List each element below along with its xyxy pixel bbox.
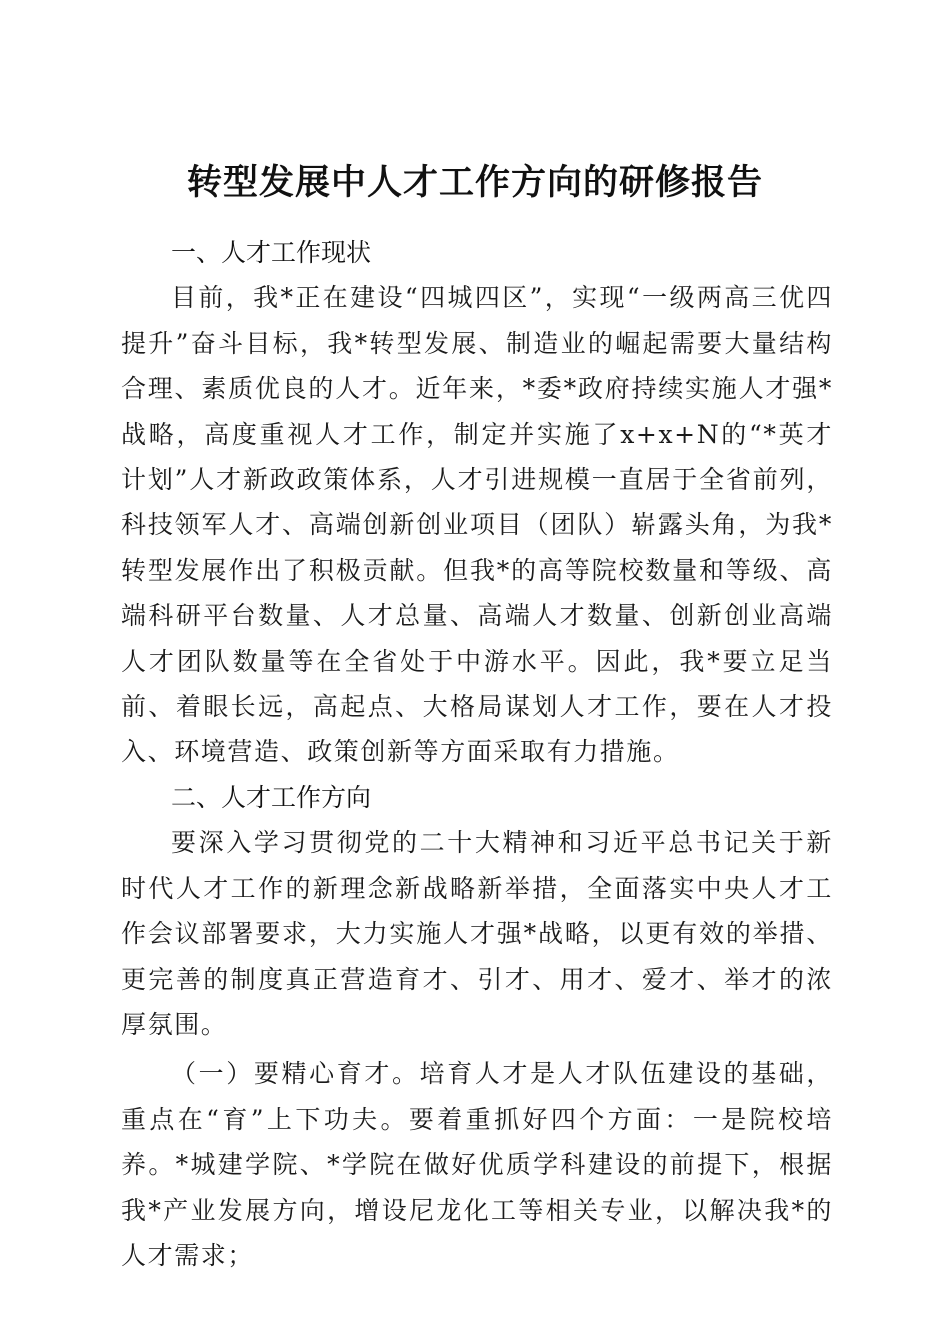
subsection-lead: （一）要精心育才。	[171, 1059, 420, 1089]
section-heading-direction: 二、人才工作方向	[171, 782, 372, 812]
subsection-text: 培育人才是人才队伍建设的基础，重点在“育”上下功夫。要着重抓好四个方面：一是院校培养。*城建学院、*学院在做好优质学科建设的前提下，根据我*产业发展方向，增设尼龙化工等相关专业，以解决我*的人才需求；	[121, 1059, 833, 1270]
section-heading-status: 一、人才工作现状	[171, 238, 372, 267]
section-paragraph: 要深入学习贯彻党的二十大精神和习近平总书记关于新时代人才工作的新理念新战略新举措，全面落实中央人才工作会议部署要求，大力实施人才强*战略，以更有效的举措、更完善的制度真正营造育才、引才、用才、爱才、举才的浓厚氛围。	[121, 828, 833, 1039]
document-body	[121, 230, 833, 1278]
section-paragraph: 目前，我*正在建设“四城四区”，实现“一级两高三优四提升”奋斗目标，我*转型发展、制造业的崛起需要大量结构合理、素质优良的人才。近年来，*委*政府持续实施人才强*战略，高度重视人才工作，制定并实施了x+x+N的“*英才计划”人才新政政策体系，人才引进规模一直居于全省前列，科技领军人才、高端创新创业项目（团队）崭露头角，为我*转型发展作出了积极贡献。但我*的高等院校数量和等级、高端科研平台数量、人才总量、高端人才数量、创新创业高端人才团队数量等在全省处于中游水平。因此，我*要立足当前、着眼长远，高起点、大格局谋划人才工作，要在人才投入、环境营造、政策创新等方面采取有力措施。	[121, 283, 833, 767]
document-title: 转型发展中人才工作方向的研修报告	[186, 162, 763, 204]
subsection-paragraph	[121, 1051, 833, 1278]
